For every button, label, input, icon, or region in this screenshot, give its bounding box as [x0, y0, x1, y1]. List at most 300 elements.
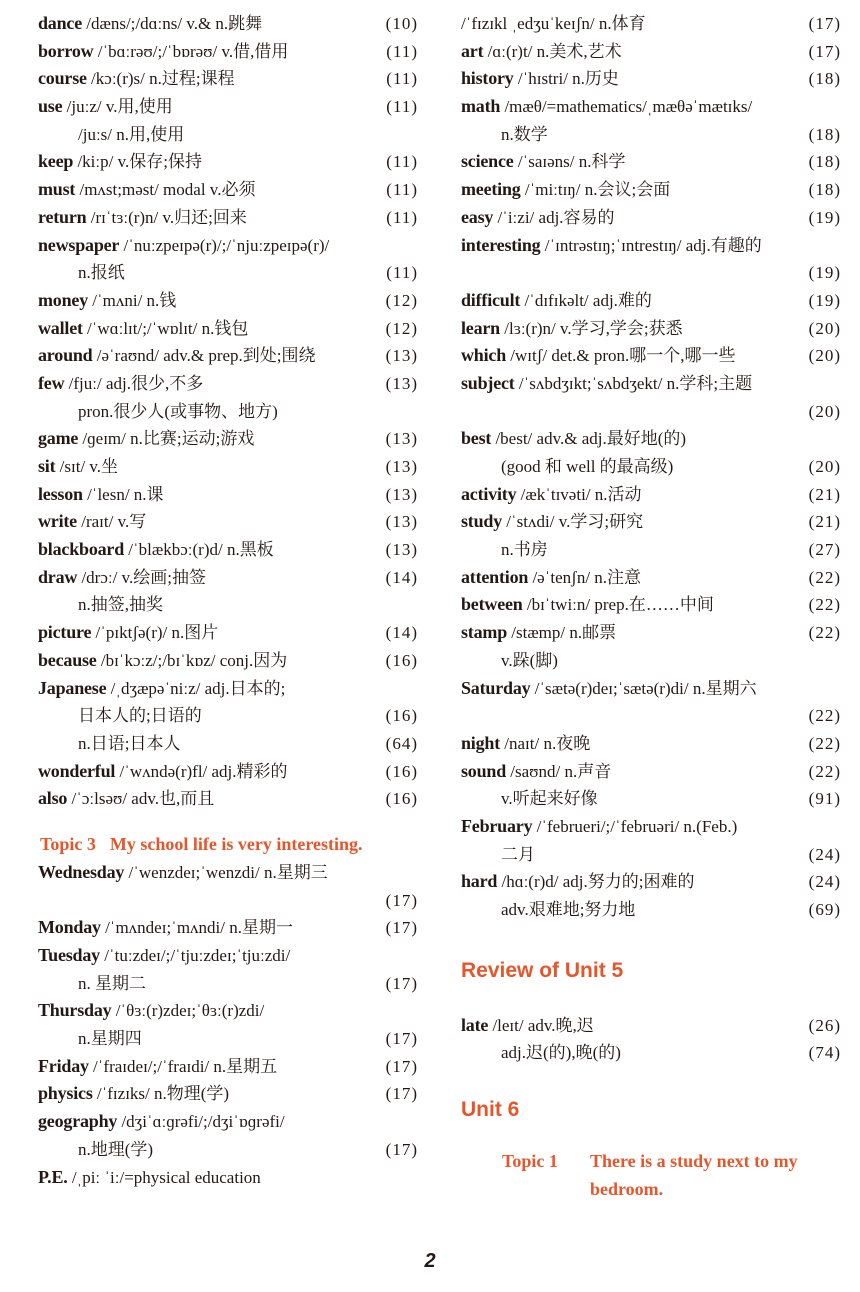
- definition: n.数学: [501, 124, 548, 144]
- entry-line: [38, 287, 418, 315]
- headword: math: [461, 96, 501, 117]
- definition: /ˈnuːzpeɪpə(r)/;/ˈnjuːzpeɪpə(r)/: [119, 235, 330, 255]
- headword: dance: [38, 13, 83, 33]
- entry-line: [461, 93, 841, 121]
- page-reference: (12): [385, 318, 418, 338]
- vocab-list: [38, 859, 418, 1191]
- page-reference: (19): [808, 263, 841, 283]
- headword: art: [461, 40, 484, 61]
- definition: n.星期四: [78, 1029, 142, 1049]
- headword: around: [38, 345, 93, 366]
- page-reference: (13): [385, 484, 418, 504]
- page-reference: (24): [808, 844, 841, 864]
- entry-line: [38, 65, 418, 93]
- vocab-entry: [461, 508, 841, 563]
- definition: /mʌst;məst/ modal v.必须: [75, 180, 256, 200]
- vocab-entry: [461, 176, 841, 204]
- page-reference: (22): [808, 761, 841, 781]
- headword: course: [38, 68, 87, 89]
- entry-line: [461, 564, 841, 592]
- definition: /ˈθɜː(r)zdeɪ;ˈθɜː(r)zdi/: [111, 1001, 265, 1021]
- entry-line: [461, 425, 841, 453]
- page-reference: (22): [808, 567, 841, 587]
- definition: 二月: [501, 844, 535, 864]
- entry-line: [38, 93, 418, 121]
- page-reference: (20): [808, 401, 841, 421]
- vocab-list: [461, 10, 841, 924]
- headword: Monday: [38, 917, 101, 938]
- headword: attention: [461, 566, 529, 587]
- entry-line: [38, 10, 418, 38]
- headword: geography: [38, 1111, 118, 1132]
- definition: adv.艰难地;努力地: [501, 900, 636, 919]
- vocab-entry: [38, 38, 418, 66]
- headword: return: [38, 206, 87, 227]
- definition: /ˌpiː ˈiː/=physical education: [67, 1167, 261, 1187]
- page-reference: (12): [385, 290, 418, 310]
- entry-line: [38, 619, 418, 647]
- entry-line: [38, 1025, 418, 1053]
- page-reference: (11): [386, 207, 418, 227]
- page-reference: (11): [386, 180, 418, 200]
- headword: write: [38, 511, 77, 532]
- vocab-entry: [38, 370, 418, 425]
- vocab-entry: [461, 148, 841, 176]
- entry-line: [38, 997, 418, 1025]
- page-reference: (17): [385, 890, 418, 910]
- headword: also: [38, 788, 68, 809]
- headword: keep: [38, 151, 74, 172]
- vocab-entry: [38, 453, 418, 481]
- definition: /ˈsaɪəns/ n.科学: [513, 152, 626, 172]
- headword: best: [461, 428, 492, 449]
- definition: /juːz/ v.用,使用: [62, 97, 173, 117]
- vocab-entry: [38, 785, 418, 813]
- headword: interesting: [461, 234, 541, 255]
- entry-line: [38, 1164, 418, 1192]
- definition: /drɔː/ v.绘画;抽签: [77, 567, 206, 587]
- page-reference: (22): [808, 623, 841, 643]
- definition: v.跺(脚): [501, 650, 558, 670]
- vocab-entry: [38, 758, 418, 786]
- topic-title: My school life is very interesting.: [109, 833, 363, 854]
- headword: wallet: [38, 317, 83, 338]
- page-reference: (21): [808, 484, 841, 504]
- entry-line: [461, 204, 841, 232]
- definition: n.抽签,抽奖: [78, 595, 163, 615]
- unit-6-heading: Unit 6: [461, 1098, 520, 1122]
- definition: /ˈfebrueri/;/ˈfebruəri/ n.(Feb.): [532, 816, 738, 836]
- vocab-entry: [461, 813, 841, 868]
- headword: must: [38, 179, 76, 200]
- page-reference: (64): [385, 733, 418, 753]
- headword: P.E.: [38, 1166, 68, 1187]
- entry-line: [38, 148, 418, 176]
- headword: subject: [461, 372, 515, 393]
- entry-line: [38, 176, 418, 204]
- vocab-entry: [38, 914, 418, 942]
- vocab-entry: [38, 1053, 418, 1081]
- headword: money: [38, 289, 88, 310]
- vocab-entry: [38, 425, 418, 453]
- definition: /ˈpɪktʃə(r)/ n.图片: [91, 623, 219, 643]
- page-reference: (17): [385, 1029, 418, 1049]
- definition: /ɡeɪm/ n.比赛;运动;游戏: [78, 429, 255, 449]
- page-reference: (13): [385, 540, 418, 560]
- entry-line: [461, 10, 841, 38]
- page-reference: (17): [385, 973, 418, 993]
- page-reference: (24): [808, 872, 841, 892]
- vocab-entry: [461, 10, 841, 38]
- vocab-entry: [461, 93, 841, 148]
- page-reference: (74): [808, 1043, 841, 1063]
- definition: /ˈhɪstri/ n.历史: [513, 69, 619, 89]
- headword: stamp: [461, 622, 508, 643]
- entry-line: [461, 259, 841, 287]
- definition: /ˈɪntrəstɪŋ;ˈɪntrestɪŋ/ adj.有趣的: [540, 235, 762, 255]
- page-reference: (17): [385, 918, 418, 938]
- entry-line: [38, 38, 418, 66]
- definition: /ɑː(r)t/ n.美术,艺术: [483, 41, 622, 61]
- definition: n.日语;日本人: [78, 733, 181, 753]
- entry-line: [38, 204, 418, 232]
- page-reference: (16): [385, 706, 418, 726]
- definition: pron.很少人(或事物、地方): [78, 401, 278, 421]
- headword: Tuesday: [38, 945, 100, 965]
- entry-line: [461, 176, 841, 204]
- vocab-entry: [461, 675, 841, 730]
- definition: n.地理(学): [78, 1139, 154, 1159]
- definition: /naɪt/ n.夜晚: [500, 733, 591, 753]
- entry-line: [461, 232, 841, 260]
- page-reference: (22): [808, 595, 841, 615]
- page-reference: (91): [808, 789, 841, 809]
- definition: /ˈtuːzdeɪ/;/ˈtjuːzdeɪ;ˈtjuːzdi/: [99, 946, 291, 965]
- headword: picture: [38, 622, 92, 643]
- page-reference: (11): [386, 69, 418, 89]
- entry-line: [461, 730, 841, 758]
- vocab-entry: [38, 564, 418, 619]
- page-reference: (13): [385, 373, 418, 393]
- topic-1-heading: [461, 1147, 841, 1203]
- entry-line: [461, 868, 841, 896]
- entry-line: [461, 38, 841, 66]
- headword: lesson: [38, 483, 83, 504]
- entry-line: [38, 758, 418, 786]
- headword: history: [461, 68, 514, 89]
- vocab-entry: [38, 232, 418, 287]
- definition: /ˈmiːtɪŋ/ n.会议;会面: [520, 180, 671, 200]
- entry-line: [461, 453, 841, 481]
- vocab-entry: [38, 10, 418, 38]
- vocab-entry: [461, 342, 841, 370]
- headword: learn: [461, 317, 500, 338]
- definition: /ˈiːzi/ adj.容易的: [493, 207, 615, 227]
- definition: n.书房: [501, 540, 548, 560]
- vocab-entry: [38, 148, 418, 176]
- definition: v.听起来好像: [501, 789, 598, 809]
- headword: between: [461, 594, 523, 615]
- entry-line: [461, 896, 841, 924]
- entry-line: [38, 702, 418, 730]
- vocab-entry: [461, 315, 841, 343]
- page-reference: (22): [808, 706, 841, 726]
- vocab-list: [38, 10, 418, 813]
- entry-line: [461, 342, 841, 370]
- page-reference: (20): [808, 346, 841, 366]
- entry-line: [461, 675, 841, 703]
- definition: /dʒiˈɑːɡrəfi/;/dʒiˈɒɡrəfi/: [117, 1112, 285, 1132]
- definition: /mæθ/=mathematics/ˌmæθəˈmætɪks/: [500, 97, 753, 117]
- headword: wonderful: [38, 760, 116, 781]
- topic-3-heading: [38, 829, 418, 859]
- headword: night: [461, 732, 501, 753]
- page-reference: (18): [808, 69, 841, 89]
- vocab-entry: [461, 1012, 841, 1067]
- page-reference: (20): [808, 318, 841, 338]
- entry-line: [461, 758, 841, 786]
- entry-line: [461, 398, 841, 426]
- vocab-entry: [38, 1164, 418, 1192]
- page-reference: (18): [808, 180, 841, 200]
- vocab-entry: [461, 730, 841, 758]
- headword: Friday: [38, 1055, 89, 1076]
- topic-label: Topic 1: [502, 1151, 558, 1172]
- entry-line: [38, 1136, 418, 1164]
- definition: /ˈstʌdi/ v.学习;研究: [502, 512, 644, 532]
- definition: /ˈlesn/ n.课: [82, 484, 164, 504]
- definition: /ˈblækbɔː(r)d/ n.黑板: [124, 540, 274, 560]
- vocab-entry: [38, 675, 418, 758]
- page-number: 2: [424, 1250, 436, 1272]
- headword: which: [461, 345, 507, 366]
- definition: /əˈraʊnd/ adv.& prep.到处;围绕: [92, 346, 316, 366]
- entry-line: [461, 619, 841, 647]
- entry-line: [461, 647, 841, 675]
- definition: /lɜː(r)n/ v.学习,学会;获悉: [500, 318, 683, 338]
- entry-line: [38, 675, 418, 703]
- entry-line: [38, 1053, 418, 1081]
- definition: /ˈsʌbdʒɪkt;ˈsʌbdʒekt/ n.学科;主题: [514, 373, 753, 393]
- page-reference: (13): [385, 429, 418, 449]
- headword: Wednesday: [38, 861, 125, 882]
- definition: /dæns/;/dɑːns/ v.& n.跳舞: [82, 14, 263, 33]
- definition: /ˈbɑːrəʊ/;/ˈbɒrəʊ/ v.借,借用: [93, 41, 289, 61]
- page-reference: (17): [385, 1084, 418, 1104]
- vocab-entry: [461, 868, 841, 923]
- vocab-entry: [461, 591, 841, 619]
- page-reference: (11): [386, 152, 418, 172]
- headword: February: [461, 815, 533, 836]
- entry-line: [461, 1012, 841, 1040]
- entry-line: [461, 591, 841, 619]
- entry-line: [461, 508, 841, 536]
- page-reference: (11): [386, 41, 418, 61]
- headword: physics: [38, 1083, 93, 1104]
- headword: use: [38, 96, 63, 117]
- entry-line: [461, 481, 841, 509]
- page-reference: (22): [808, 733, 841, 753]
- headword: borrow: [38, 40, 94, 61]
- page-reference: (18): [808, 152, 841, 172]
- definition: n. 星期二: [78, 973, 146, 993]
- vocab-entry: [38, 93, 418, 148]
- headword: activity: [461, 483, 517, 504]
- definition: /stæmp/ n.邮票: [507, 623, 617, 643]
- definition: n.报纸: [78, 263, 125, 283]
- entry-line: [461, 536, 841, 564]
- entry-line: [38, 647, 418, 675]
- entry-line: [461, 813, 841, 841]
- page-reference: (16): [385, 650, 418, 670]
- definition: /fjuː/ adj.很少,不多: [64, 373, 204, 393]
- page-reference: (17): [808, 14, 841, 33]
- headword: meeting: [461, 179, 521, 200]
- definition: /ˈfɪzɪkl ˌedʒuˈkeɪʃn/ n.体育: [461, 14, 646, 33]
- vocab-entry: [461, 370, 841, 425]
- definition: /ˈdɪfɪkəlt/ adj.难的: [520, 290, 652, 310]
- headword: game: [38, 428, 79, 449]
- entry-line: [461, 1039, 841, 1067]
- definition: /bɪˈtwiːn/ prep.在……中间: [522, 595, 714, 615]
- entry-line: [461, 121, 841, 149]
- headword: because: [38, 649, 97, 670]
- definition: /ˈwenzdeɪ;ˈwenzdi/ n.星期三: [124, 862, 328, 882]
- page-reference: (21): [808, 512, 841, 532]
- vocab-entry: [38, 619, 418, 647]
- headword: late: [461, 1014, 489, 1035]
- definition: /əˈtenʃn/ n.注意: [528, 567, 642, 587]
- vocab-entry: [38, 1080, 418, 1108]
- headword: sit: [38, 456, 56, 476]
- definition: /bɪˈkɔːz/;/bɪˈkɒz/ conj.因为: [96, 650, 288, 670]
- entry-line: [461, 370, 841, 398]
- entry-line: [461, 702, 841, 730]
- entry-line: [461, 841, 841, 869]
- headword: Thursday: [38, 1000, 112, 1021]
- page-reference: (26): [808, 1015, 841, 1035]
- definition: /sɪt/ v.坐: [55, 457, 119, 476]
- definition: /ˈmʌndeɪ;ˈmʌndi/ n.星期一: [100, 918, 293, 938]
- entry-line: [38, 342, 418, 370]
- left-column: [38, 10, 418, 1191]
- vocab-entry: [461, 204, 841, 232]
- vocab-entry: [461, 232, 841, 287]
- definition: /ˈɔːlsəʊ/ adv.也,而且: [67, 789, 215, 809]
- definition: /best/ adv.& adj.最好地(的): [491, 429, 687, 449]
- page-reference: (20): [808, 457, 841, 476]
- definition: adj.迟(的),晚(的): [501, 1043, 621, 1063]
- vocab-entry: [461, 758, 841, 813]
- vocab-entry: [38, 204, 418, 232]
- entry-line: [38, 887, 418, 915]
- entry-line: [38, 370, 418, 398]
- entry-line: [38, 564, 418, 592]
- vocab-entry: [38, 508, 418, 536]
- page-reference: (14): [385, 623, 418, 643]
- headword: blackboard: [38, 539, 125, 560]
- vocab-entry: [38, 342, 418, 370]
- definition: /leɪt/ adv.晚,迟: [488, 1015, 594, 1035]
- vocab-entry: [38, 481, 418, 509]
- vocab-entry: [38, 287, 418, 315]
- page-reference: (27): [808, 540, 841, 560]
- page-reference: (69): [808, 900, 841, 919]
- definition: 日本人的;日语的: [78, 706, 202, 726]
- entry-line: [38, 591, 418, 619]
- page-reference: (16): [385, 789, 418, 809]
- entry-line: [38, 1080, 418, 1108]
- vocab-entry: [461, 425, 841, 480]
- entry-line: [38, 970, 418, 998]
- entry-line: [38, 508, 418, 536]
- vocab-entry: [461, 287, 841, 315]
- headword: sound: [461, 760, 507, 781]
- entry-line: [461, 148, 841, 176]
- vocab-entry: [461, 481, 841, 509]
- vocab-entry: [461, 38, 841, 66]
- headword: Saturday: [461, 677, 531, 698]
- topic-label: Topic 3: [40, 833, 96, 854]
- entry-line: [38, 121, 418, 149]
- vocab-entry: [38, 1108, 418, 1163]
- headword: few: [38, 372, 65, 393]
- definition: /rɪˈtɜː(r)n/ v.归还;回来: [86, 207, 247, 227]
- definition: /hɑː(r)d/ adj.努力的;困难的: [497, 872, 695, 892]
- page-reference: (17): [385, 1139, 418, 1159]
- page-reference: (19): [808, 290, 841, 310]
- definition: /ˌdʒæpəˈniːz/ adj.日本的;: [106, 678, 286, 698]
- entry-line: [38, 730, 418, 758]
- definition: /kiːp/ v.保存;保持: [73, 152, 202, 172]
- definition: /ˈfɪzɪks/ n.物理(学): [92, 1084, 230, 1104]
- headword: newspaper: [38, 234, 120, 255]
- definition: /ˈfraɪdeɪ/;/ˈfraɪdi/ n.星期五: [88, 1056, 278, 1076]
- definition: /ˈwɑːlɪt/;/ˈwɒlɪt/ n.钱包: [82, 318, 249, 338]
- headword: Japanese: [38, 677, 107, 698]
- page-reference: (10): [385, 14, 418, 33]
- entry-line: [461, 287, 841, 315]
- entry-line: [38, 1108, 418, 1136]
- entry-line: [38, 315, 418, 343]
- entry-line: [38, 481, 418, 509]
- page-reference: (19): [808, 207, 841, 227]
- entry-line: [38, 259, 418, 287]
- page-reference: (13): [385, 512, 418, 532]
- definition: /juːs/ n.用,使用: [78, 124, 185, 144]
- page-reference: (13): [385, 346, 418, 366]
- page-reference: (11): [386, 97, 418, 117]
- definition: /saʊnd/ n.声音: [506, 761, 612, 781]
- entry-line: [38, 425, 418, 453]
- headword: easy: [461, 206, 494, 227]
- topic-title: There is a study next to my bedroom.: [590, 1151, 798, 1200]
- definition: /ˈmʌni/ n.钱: [88, 290, 177, 310]
- entry-line: [38, 453, 418, 481]
- vocab-entry: [38, 176, 418, 204]
- definition: (good 和 well 的最高级): [501, 457, 674, 476]
- entry-line: [38, 942, 418, 970]
- entry-line: [461, 785, 841, 813]
- headword: difficult: [461, 289, 521, 310]
- headword: science: [461, 151, 514, 172]
- entry-line: [38, 914, 418, 942]
- definition: /ˈsætə(r)deɪ;ˈsætə(r)di/ n.星期六: [530, 678, 757, 698]
- vocab-entry: [38, 997, 418, 1052]
- vocab-entry: [38, 647, 418, 675]
- vocab-entry: [38, 942, 418, 997]
- entry-line: [461, 65, 841, 93]
